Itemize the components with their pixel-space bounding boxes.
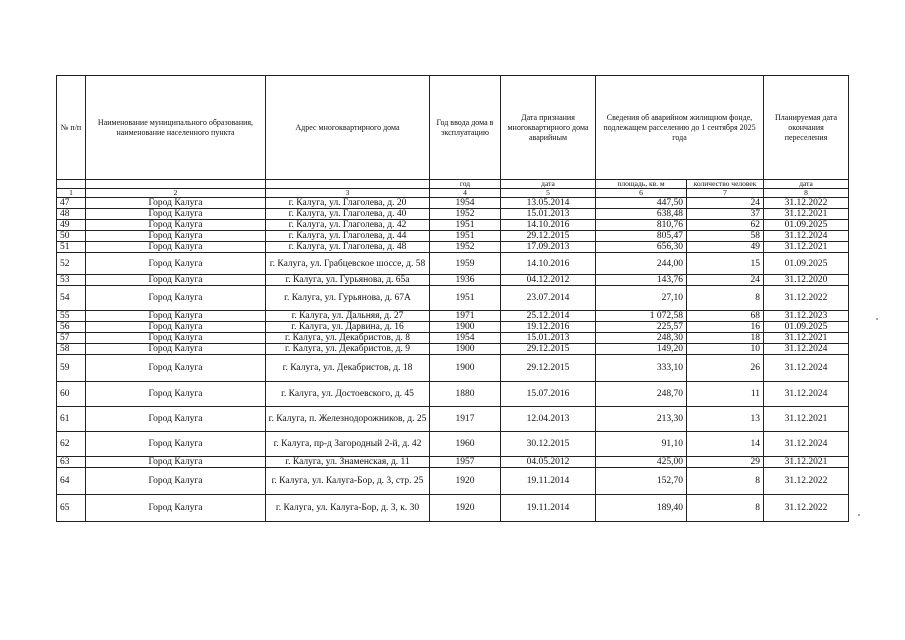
planned-date-cell: 31.12.2021 xyxy=(764,457,849,468)
planned-date-cell: 31.12.2022 xyxy=(764,198,849,209)
table-row xyxy=(57,286,849,311)
municipality-cell: Город Калуга xyxy=(86,344,266,355)
people-count-cell: 10 xyxy=(687,344,764,355)
address-cell: г. Калуга, п. Железнодорожников, д. 25 xyxy=(266,407,430,432)
header-recognition-date: Дата признания многоквартирного дома аварийным xyxy=(501,76,596,180)
table-row xyxy=(57,322,849,333)
people-count-cell: 11 xyxy=(687,382,764,407)
table-row xyxy=(57,344,849,355)
people-count-cell: 14 xyxy=(687,432,764,457)
people-count-cell: 37 xyxy=(687,209,764,220)
subheader-row xyxy=(57,180,849,189)
subheader-blank xyxy=(57,180,86,189)
people-count-cell: 24 xyxy=(687,275,764,286)
year-cell: 1900 xyxy=(430,322,501,333)
planned-date-cell: 01.09.2025 xyxy=(764,253,849,275)
planned-date-cell: 31.12.2021 xyxy=(764,333,849,344)
recognition-date-cell: 29.12.2015 xyxy=(501,355,596,382)
area-cell: 1 072,58 xyxy=(596,311,687,322)
planned-date-cell: 31.12.2020 xyxy=(764,275,849,286)
year-cell: 1936 xyxy=(430,275,501,286)
area-cell: 213,30 xyxy=(596,407,687,432)
people-count-cell: 13 xyxy=(687,407,764,432)
year-cell: 1951 xyxy=(430,286,501,311)
column-number: 6 xyxy=(596,189,687,198)
year-cell: 1952 xyxy=(430,209,501,220)
year-cell: 1917 xyxy=(430,407,501,432)
planned-date-cell: 31.12.2024 xyxy=(764,355,849,382)
table-row xyxy=(57,333,849,344)
table-row xyxy=(57,242,849,253)
row-number: 49 xyxy=(57,220,86,231)
address-cell: г. Калуга, пр-д Загородный 2-й, д. 42 xyxy=(266,432,430,457)
table-row xyxy=(57,231,849,242)
year-cell: 1959 xyxy=(430,253,501,275)
address-cell: г. Калуга, ул. Декабристов, д. 18 xyxy=(266,355,430,382)
area-cell: 225,57 xyxy=(596,322,687,333)
address-cell: г. Калуга, ул. Глаголева, д. 40 xyxy=(266,209,430,220)
people-count-cell: 58 xyxy=(687,231,764,242)
planned-date-cell: 31.12.2022 xyxy=(764,468,849,495)
year-cell: 1900 xyxy=(430,355,501,382)
people-count-cell: 68 xyxy=(687,311,764,322)
area-cell: 189,40 xyxy=(596,495,687,522)
table-row xyxy=(57,220,849,231)
municipality-cell: Город Калуга xyxy=(86,286,266,311)
people-count-cell: 29 xyxy=(687,457,764,468)
year-cell: 1900 xyxy=(430,344,501,355)
recognition-date-cell: 15.07.2016 xyxy=(501,382,596,407)
address-cell: г. Калуга, ул. Гурьянова, д. 65а xyxy=(266,275,430,286)
scan-speck xyxy=(876,318,878,320)
column-number: 7 xyxy=(687,189,764,198)
header-planned-date: Планируемая дата окончания переселения xyxy=(764,76,849,180)
area-cell: 447,50 xyxy=(596,198,687,209)
recognition-date-cell: 29.12.2015 xyxy=(501,344,596,355)
column-number: 1 xyxy=(57,189,86,198)
recognition-date-cell: 19.11.2014 xyxy=(501,495,596,522)
municipality-cell: Город Калуга xyxy=(86,231,266,242)
row-number: 53 xyxy=(57,275,86,286)
row-number: 58 xyxy=(57,344,86,355)
row-number: 55 xyxy=(57,311,86,322)
year-cell: 1954 xyxy=(430,198,501,209)
planned-date-cell: 31.12.2024 xyxy=(764,231,849,242)
subheader-area: площадь, кв. м xyxy=(596,180,687,189)
table-row xyxy=(57,432,849,457)
address-cell: г. Калуга, ул. Знаменская, д. 11 xyxy=(266,457,430,468)
people-count-cell: 16 xyxy=(687,322,764,333)
header-housing-info: Сведения об аварийном жилищном фонде, подлежащем расселению до 1 сентября 2025 года xyxy=(596,76,764,180)
table-body xyxy=(57,76,849,522)
column-number: 8 xyxy=(764,189,849,198)
row-number: 62 xyxy=(57,432,86,457)
header-address: Адрес многоквартирного дома xyxy=(266,76,430,180)
address-cell: г. Калуга, ул. Глаголева, д. 44 xyxy=(266,231,430,242)
address-cell: г. Калуга, ул. Декабристов, д. 8 xyxy=(266,333,430,344)
recognition-date-cell: 12.04.2013 xyxy=(501,407,596,432)
subheader-year: год xyxy=(430,180,501,189)
subheader-date: дата xyxy=(501,180,596,189)
people-count-cell: 62 xyxy=(687,220,764,231)
row-number: 63 xyxy=(57,457,86,468)
people-count-cell: 8 xyxy=(687,495,764,522)
column-number: 4 xyxy=(430,189,501,198)
people-count-cell: 8 xyxy=(687,468,764,495)
municipality-cell: Город Калуга xyxy=(86,495,266,522)
planned-date-cell: 31.12.2024 xyxy=(764,382,849,407)
recognition-date-cell: 19.11.2014 xyxy=(501,468,596,495)
municipality-cell: Город Калуга xyxy=(86,355,266,382)
area-cell: 333,10 xyxy=(596,355,687,382)
column-number: 5 xyxy=(501,189,596,198)
row-number: 51 xyxy=(57,242,86,253)
address-cell: г. Калуга, ул. Калуга-Бор, д. 3, стр. 25 xyxy=(266,468,430,495)
recognition-date-cell: 25.12.2014 xyxy=(501,311,596,322)
recognition-date-cell: 19.12.2016 xyxy=(501,322,596,333)
header-row xyxy=(57,76,849,180)
address-cell: г. Калуга, ул. Глаголева, д. 42 xyxy=(266,220,430,231)
address-cell: г. Калуга, ул. Гурьянова, д. 67А xyxy=(266,286,430,311)
row-number: 50 xyxy=(57,231,86,242)
address-cell: г. Калуга, ул. Глаголева, д. 20 xyxy=(266,198,430,209)
municipality-cell: Город Калуга xyxy=(86,382,266,407)
table-row xyxy=(57,468,849,495)
year-cell: 1920 xyxy=(430,468,501,495)
subheader-blank xyxy=(266,180,430,189)
year-cell: 1880 xyxy=(430,382,501,407)
table-row xyxy=(57,253,849,275)
recognition-date-cell: 13.05.2014 xyxy=(501,198,596,209)
planned-date-cell: 31.12.2021 xyxy=(764,407,849,432)
subheader-blank xyxy=(86,180,266,189)
table-row xyxy=(57,209,849,220)
table-row xyxy=(57,382,849,407)
municipality-cell: Город Калуга xyxy=(86,311,266,322)
emergency-housing-table xyxy=(56,75,849,522)
table-row xyxy=(57,355,849,382)
planned-date-cell: 31.12.2022 xyxy=(764,286,849,311)
municipality-cell: Город Калуга xyxy=(86,242,266,253)
header-num: № п/п xyxy=(57,76,86,180)
header-municipality: Наименование муниципального образования, наименование населенного пункта xyxy=(86,76,266,180)
row-number: 57 xyxy=(57,333,86,344)
municipality-cell: Город Калуга xyxy=(86,333,266,344)
address-cell: г. Калуга, ул. Грабцевское шоссе, д. 58 xyxy=(266,253,430,275)
year-cell: 1954 xyxy=(430,333,501,344)
year-cell: 1920 xyxy=(430,495,501,522)
recognition-date-cell: 17.09.2013 xyxy=(501,242,596,253)
recognition-date-cell: 29.12.2015 xyxy=(501,231,596,242)
year-cell: 1952 xyxy=(430,242,501,253)
area-cell: 248,70 xyxy=(596,382,687,407)
area-cell: 248,30 xyxy=(596,333,687,344)
table-row xyxy=(57,495,849,522)
row-number: 56 xyxy=(57,322,86,333)
row-number: 52 xyxy=(57,253,86,275)
people-count-cell: 8 xyxy=(687,286,764,311)
address-cell: г. Калуга, ул. Декабристов, д. 9 xyxy=(266,344,430,355)
year-cell: 1957 xyxy=(430,457,501,468)
table-row xyxy=(57,457,849,468)
row-number: 54 xyxy=(57,286,86,311)
people-count-cell: 18 xyxy=(687,333,764,344)
area-cell: 27,10 xyxy=(596,286,687,311)
year-cell: 1971 xyxy=(430,311,501,322)
area-cell: 805,47 xyxy=(596,231,687,242)
row-number: 60 xyxy=(57,382,86,407)
recognition-date-cell: 23.07.2014 xyxy=(501,286,596,311)
year-cell: 1951 xyxy=(430,220,501,231)
municipality-cell: Город Калуга xyxy=(86,432,266,457)
row-number: 59 xyxy=(57,355,86,382)
area-cell: 656,30 xyxy=(596,242,687,253)
area-cell: 91,10 xyxy=(596,432,687,457)
address-cell: г. Калуга, ул. Достоевского, д. 45 xyxy=(266,382,430,407)
table-row xyxy=(57,311,849,322)
municipality-cell: Город Калуга xyxy=(86,407,266,432)
row-number: 48 xyxy=(57,209,86,220)
recognition-date-cell: 04.05.2012 xyxy=(501,457,596,468)
municipality-cell: Город Калуга xyxy=(86,253,266,275)
recognition-date-cell: 15.01.2013 xyxy=(501,209,596,220)
row-number: 65 xyxy=(57,495,86,522)
planned-date-cell: 01.09.2025 xyxy=(764,322,849,333)
municipality-cell: Город Калуга xyxy=(86,275,266,286)
planned-date-cell: 31.12.2024 xyxy=(764,432,849,457)
subheader-planned-date: дата xyxy=(764,180,849,189)
table-row xyxy=(57,198,849,209)
planned-date-cell: 31.12.2021 xyxy=(764,209,849,220)
scan-speck xyxy=(858,514,860,516)
address-cell: г. Калуга, ул. Калуга-Бор, д. 3, к. 30 xyxy=(266,495,430,522)
municipality-cell: Город Калуга xyxy=(86,457,266,468)
area-cell: 143,76 xyxy=(596,275,687,286)
header-year: Год ввода дома в эксплуатацию xyxy=(430,76,501,180)
area-cell: 638,48 xyxy=(596,209,687,220)
area-cell: 244,00 xyxy=(596,253,687,275)
area-cell: 810,76 xyxy=(596,220,687,231)
column-number: 3 xyxy=(266,189,430,198)
year-cell: 1960 xyxy=(430,432,501,457)
planned-date-cell: 31.12.2024 xyxy=(764,344,849,355)
address-cell: г. Калуга, ул. Дальняя, д. 27 xyxy=(266,311,430,322)
recognition-date-cell: 14.10.2016 xyxy=(501,220,596,231)
planned-date-cell: 31.12.2022 xyxy=(764,495,849,522)
people-count-cell: 26 xyxy=(687,355,764,382)
subheader-people: количество человек xyxy=(687,180,764,189)
area-cell: 152,70 xyxy=(596,468,687,495)
municipality-cell: Город Калуга xyxy=(86,468,266,495)
recognition-date-cell: 30.12.2015 xyxy=(501,432,596,457)
recognition-date-cell: 04.12.2012 xyxy=(501,275,596,286)
municipality-cell: Город Калуга xyxy=(86,220,266,231)
area-cell: 425,00 xyxy=(596,457,687,468)
row-number: 61 xyxy=(57,407,86,432)
table-row xyxy=(57,407,849,432)
recognition-date-cell: 15.01.2013 xyxy=(501,333,596,344)
recognition-date-cell: 14.10.2016 xyxy=(501,253,596,275)
table-row xyxy=(57,275,849,286)
address-cell: г. Калуга, ул. Глаголева, д. 48 xyxy=(266,242,430,253)
area-cell: 149,20 xyxy=(596,344,687,355)
column-number-row xyxy=(57,189,849,198)
people-count-cell: 49 xyxy=(687,242,764,253)
people-count-cell: 24 xyxy=(687,198,764,209)
planned-date-cell: 31.12.2021 xyxy=(764,242,849,253)
planned-date-cell: 31.12.2023 xyxy=(764,311,849,322)
people-count-cell: 15 xyxy=(687,253,764,275)
municipality-cell: Город Калуга xyxy=(86,209,266,220)
municipality-cell: Город Калуга xyxy=(86,198,266,209)
year-cell: 1951 xyxy=(430,231,501,242)
row-number: 64 xyxy=(57,468,86,495)
row-number: 47 xyxy=(57,198,86,209)
municipality-cell: Город Калуга xyxy=(86,322,266,333)
column-number: 2 xyxy=(86,189,266,198)
planned-date-cell: 01.09.2025 xyxy=(764,220,849,231)
address-cell: г. Калуга, ул. Дарвина, д. 16 xyxy=(266,322,430,333)
